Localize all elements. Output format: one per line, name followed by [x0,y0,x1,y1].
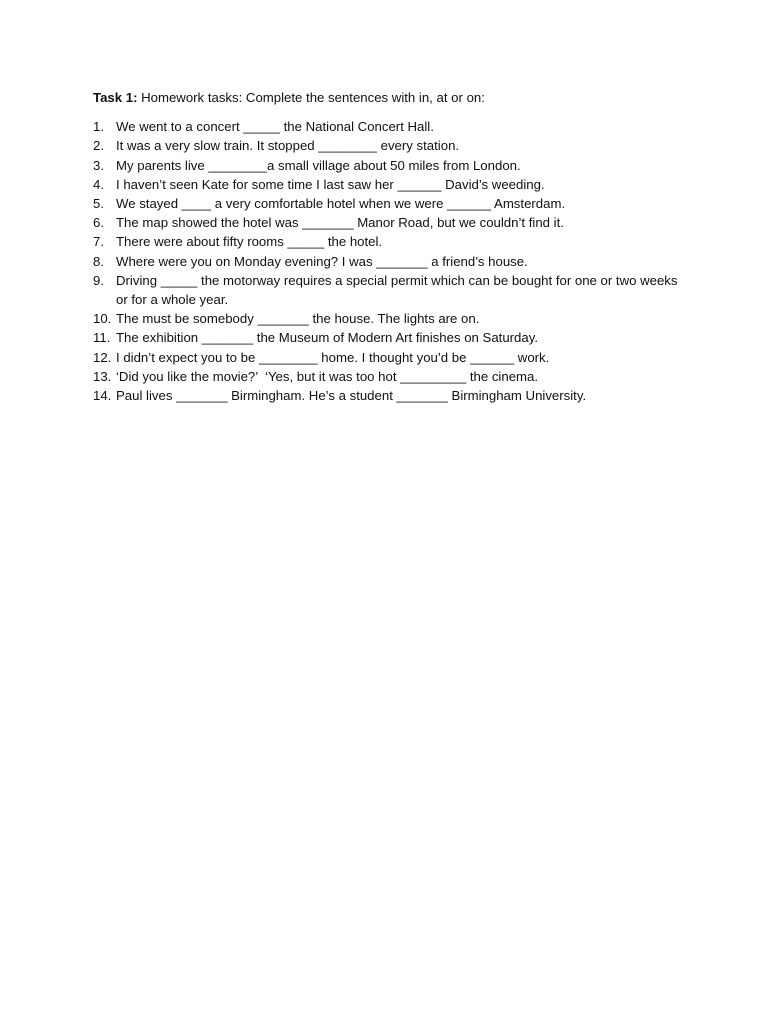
item-number: 7. [93,234,104,250]
item-number: 1. [93,119,104,135]
exercise-item [93,175,683,194]
item-sentence: We went to a concert _____ the National Concert Hall. [116,119,434,135]
exercise-item [93,386,683,405]
worksheet [93,88,683,405]
item-sentence: The map showed the hotel was _______ Manor Road, but we couldn’t find it. [116,215,564,231]
item-number: 12. [93,349,112,365]
item-number: 3. [93,157,104,173]
item-number: 14. [93,388,112,404]
item-number: 10. [93,311,112,327]
item-sentence: Where were you on Monday evening? I was _______ a friend’s house. [116,253,528,269]
item-sentence: We stayed ____ a very comfortable hotel when we were ______ Amsterdam. [116,196,566,212]
item-sentence: Driving _____ the motorway requires a special permit which can be bought for one or two weeks or for a whole year. [116,272,682,308]
exercise-item [93,194,683,213]
exercise-item [93,367,683,386]
exercise-item [93,309,683,328]
exercise-item [93,213,683,232]
item-number: 2. [93,138,104,154]
task-label: Task 1: [93,90,138,105]
item-number: 9. [93,272,104,288]
item-sentence: There were about fifty rooms _____ the hotel. [116,234,383,250]
item-number: 13. [93,368,112,384]
item-sentence: I didn’t expect you to be ________ home. I thought you’d be ______ work. [116,349,550,365]
exercise-item [93,252,683,271]
task-instruction: Homework tasks: Complete the sentences with in, at or on: [137,90,485,105]
exercise-item [93,156,683,175]
item-number: 5. [93,196,104,212]
item-number: 11. [93,330,111,346]
task-heading [93,88,683,107]
item-number: 8. [93,253,104,269]
item-sentence: The exhibition _______ the Museum of Modern Art finishes on Saturday. [116,330,539,346]
exercise-list [93,117,683,405]
exercise-item [93,232,683,251]
item-sentence: My parents live ________a small village about 50 miles from London. [116,157,521,173]
exercise-item [93,136,683,155]
exercise-item [93,117,683,136]
exercise-item [93,348,683,367]
item-sentence: It was a very slow train. It stopped ________ every station. [116,138,460,154]
item-sentence: ‘Did you like the movie?’ ‘Yes, but it was too hot _________ the cinema. [116,368,539,384]
item-sentence: Paul lives _______ Birmingham. He’s a student _______ Birmingham University. [116,388,587,404]
exercise-item [93,328,683,347]
item-sentence: The must be somebody _______ the house. The lights are on. [116,311,480,327]
item-number: 6. [93,215,104,231]
exercise-item [93,271,683,309]
item-number: 4. [93,176,104,192]
item-sentence: I haven’t seen Kate for some time I last saw her ______ David’s weeding. [116,176,545,192]
